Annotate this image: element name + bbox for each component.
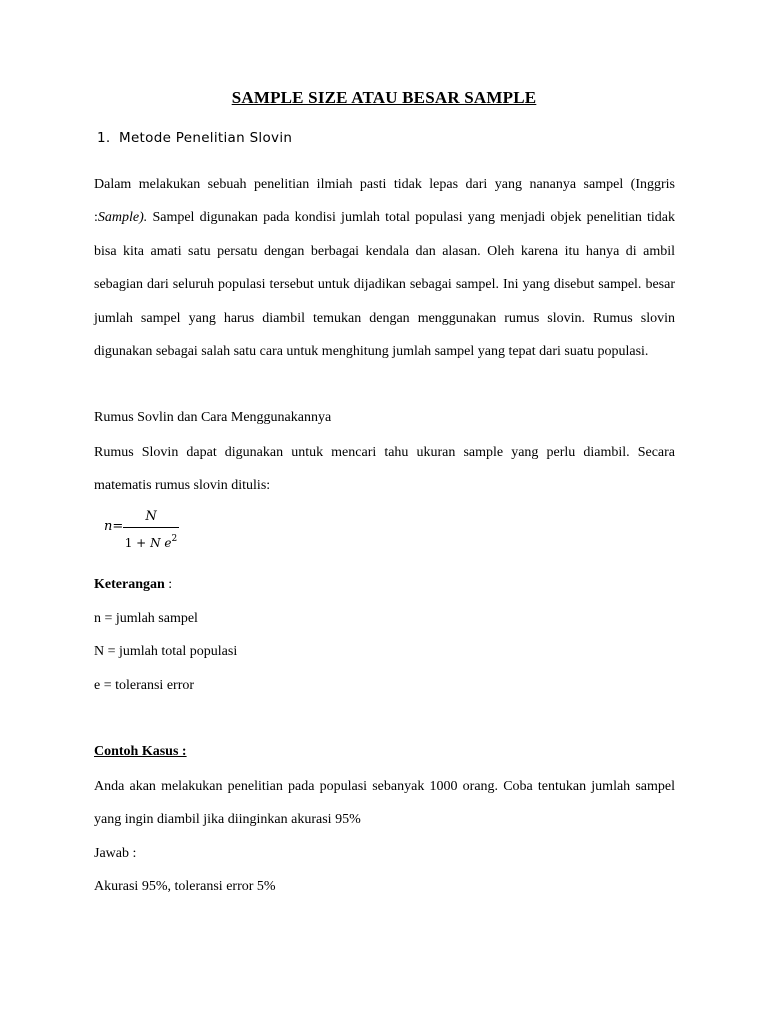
formula-denominator bbox=[123, 530, 179, 548]
section-heading bbox=[97, 130, 292, 146]
fraction-bar bbox=[123, 527, 179, 528]
formula-den-N: N bbox=[150, 536, 161, 550]
intro-text-italic: Sample). bbox=[97, 210, 148, 226]
intro-text-part1: Dalam melakukan sebuah penelitian ilmiah pasti tidak lepas dari yang nananya sampel (Inggris : bbox=[94, 177, 675, 226]
intro-text-part2: Sampel digunakan pada kondisi jumlah total populasi yang menjadi objek penelitian tidak bisa kita amati satu persatu dengan berbagai kendala dan alasan. Oleh karena itu hanya di ambil sebagian dari seluruh populasi tersebut untuk dijadikan sebagai sampel. Ini yang disebut sampel. besar jumlah sampel yang harus diambil temukan dengan menggunakan rumus slovin. Rumus slovin digunakan sebagai salah satu cara untuk menghitung jumlah sampel yang tepat dari suatu populasi. bbox=[94, 210, 675, 360]
formula-intro-paragraph: Rumus Slovin dapat digunakan untuk mencari tahu ukuran sample yang perlu diambil. Secara matematis rumus slovin ditulis: bbox=[94, 445, 675, 494]
formula-den-e: e bbox=[164, 536, 172, 550]
contoh-kasus-label: Contoh Kasus : bbox=[94, 744, 187, 759]
section-heading-text: Metode Penelitian Slovin bbox=[119, 130, 293, 146]
formula-exponent: 2 bbox=[171, 534, 178, 544]
keterangan-label-text: Keterangan bbox=[94, 577, 165, 592]
contoh-kasus-text: Anda akan melakukan penelitian pada populasi sebanyak 1000 orang. Coba tentukan jumlah sampel yang ingin diambil jika diinginkan akurasi 95% bbox=[94, 779, 675, 828]
keterangan-item-n: n = jumlah sampel bbox=[94, 611, 198, 626]
akurasi-line: Akurasi 95%, toleransi error 5% bbox=[94, 879, 276, 894]
keterangan-label bbox=[94, 577, 172, 593]
jawab-label: Jawab : bbox=[94, 846, 137, 861]
section-number: 1. bbox=[97, 130, 111, 146]
keterangan-item-N: N = jumlah total populasi bbox=[94, 644, 238, 659]
keterangan-item-e: e = toleransi error bbox=[94, 678, 195, 693]
intro-paragraph bbox=[94, 168, 675, 368]
formula-numerator: N bbox=[145, 509, 157, 524]
document-title: SAMPLE SIZE ATAU BESAR SAMPLE bbox=[231, 88, 537, 107]
formula-lhs: n= bbox=[104, 519, 124, 534]
formula-fraction bbox=[123, 508, 179, 548]
keterangan-colon: : bbox=[164, 577, 173, 592]
subheading: Rumus Sovlin dan Cara Menggunakannya bbox=[94, 410, 332, 425]
formula-den-one: 1 + bbox=[124, 536, 147, 550]
